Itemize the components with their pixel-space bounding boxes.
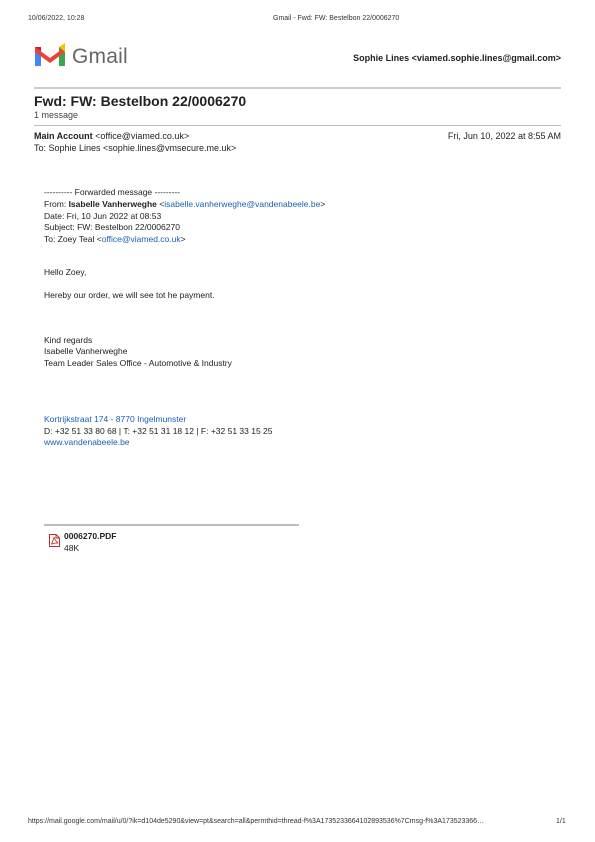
print-datetime: 10/06/2022, 10:28 bbox=[28, 15, 85, 22]
fwd-to bbox=[44, 234, 186, 244]
sender-email: <office@viamed.co.uk> bbox=[92, 131, 190, 141]
message-count: 1 message bbox=[34, 110, 79, 120]
attachment-name[interactable]: 0006270.PDF bbox=[64, 531, 117, 541]
fwd-to-label: To: Zoey Teal < bbox=[44, 234, 102, 244]
signature-title: Team Leader Sales Office - Automotive & Industry bbox=[44, 358, 232, 368]
subject-divider bbox=[34, 125, 561, 126]
fwd-to-close: > bbox=[180, 234, 186, 244]
fwd-from-close: > bbox=[320, 199, 326, 209]
fwd-from bbox=[44, 199, 325, 209]
website-link[interactable]: www.vandenabeele.be bbox=[44, 437, 130, 447]
fwd-to-email-link[interactable]: office@viamed.co.uk bbox=[101, 234, 181, 244]
print-page-title: Gmail - Fwd: FW: Bestelbon 22/0006270 bbox=[273, 15, 400, 22]
address-link[interactable]: Kortrijkstraat 174 - 8770 Ingelmunster bbox=[44, 414, 187, 424]
fwd-from-label: From: bbox=[44, 199, 69, 209]
fwd-date: Date: Fri, 10 Jun 2022 at 08:53 bbox=[44, 211, 162, 221]
fwd-from-name: Isabelle Vanherweghe bbox=[68, 199, 157, 209]
greeting: Hello Zoey, bbox=[44, 267, 87, 277]
account-label: Sophie Lines <viamed.sophie.lines@gmail.com> bbox=[353, 53, 561, 63]
attachment-divider bbox=[44, 524, 299, 526]
signature-name: Isabelle Vanherweghe bbox=[44, 346, 128, 356]
gmail-logo[interactable] bbox=[34, 43, 66, 72]
sender-name: Main Account bbox=[34, 131, 93, 141]
phone-numbers: D: +32 51 33 80 68 | T: +32 51 31 18 12 | F: +32 51 33 15 25 bbox=[44, 426, 273, 436]
message-date: Fri, Jun 10, 2022 at 8:55 AM bbox=[447, 131, 561, 141]
fwd-subject: Subject: FW: Bestelbon 22/0006270 bbox=[44, 222, 180, 232]
attachment-size: 48K bbox=[64, 543, 80, 553]
print-page-number: 1/1 bbox=[556, 818, 566, 825]
print-url: https://mail.google.com/mail/u/0/?ik=d104de5290&view=pt&search=all&permthid=thread-f%3A1735233664102893536%7Cmsg-f%3A173523366… bbox=[28, 818, 485, 825]
message-to: To: Sophie Lines <sophie.lines@vmsecure.me.uk> bbox=[34, 143, 237, 153]
gmail-wordmark: Gmail bbox=[72, 45, 128, 68]
pdf-file-icon[interactable] bbox=[49, 534, 60, 552]
fwd-from-email-link[interactable]: isabelle.vanherweghe@vandenabeele.be bbox=[164, 199, 321, 209]
fwd-from-open: < bbox=[156, 199, 165, 209]
forwarded-header: ---------- Forwarded message --------- bbox=[44, 187, 180, 197]
body-text: Hereby our order, we will see tot he payment. bbox=[44, 290, 215, 300]
closing: Kind regards bbox=[44, 335, 93, 345]
message-from bbox=[34, 131, 189, 141]
thread-subject: Fwd: FW: Bestelbon 22/0006270 bbox=[34, 93, 247, 109]
header-divider bbox=[34, 87, 561, 89]
gmail-m-icon bbox=[34, 43, 66, 67]
